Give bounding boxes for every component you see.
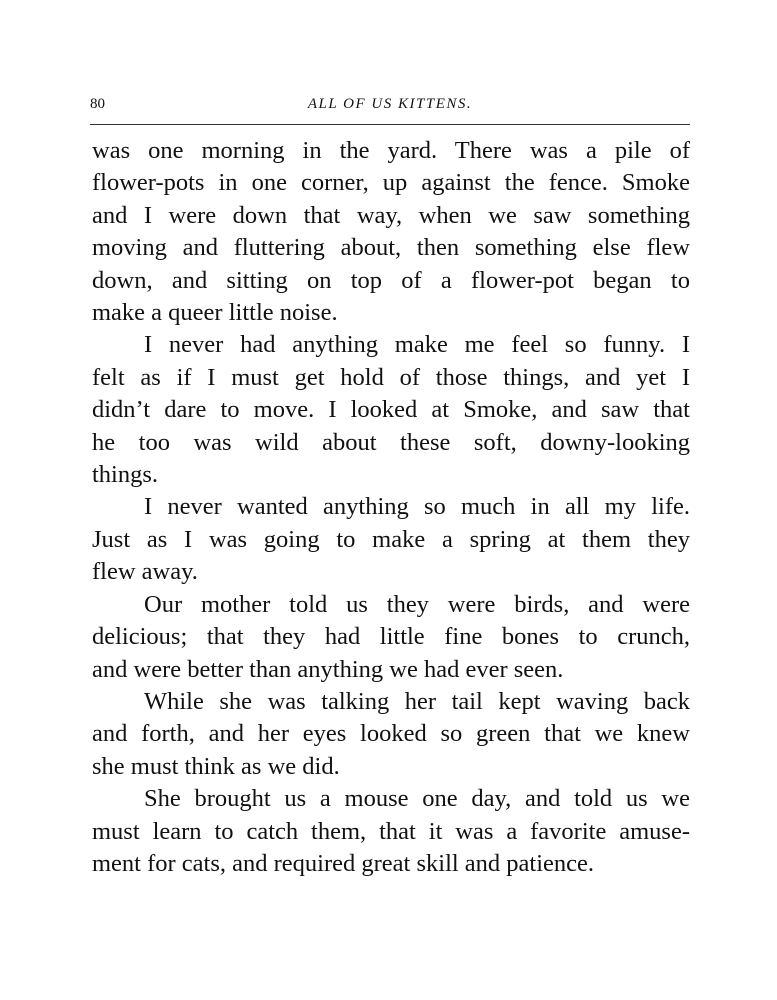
body-text xyxy=(92,135,690,880)
header-rule xyxy=(90,124,690,125)
text-line: moving and fluttering about, then something else flew xyxy=(92,234,690,262)
text-line: and I were down that way, when we saw something xyxy=(92,201,690,229)
text-line: things. xyxy=(92,461,159,489)
page-number: 80 xyxy=(90,96,105,112)
text-line: make a queer little noise. xyxy=(92,299,338,327)
text-line: must learn to catch them, that it was a favorite amuse- xyxy=(92,817,690,845)
text-line: Just as I was going to make a spring at them they xyxy=(92,525,690,553)
paragraph-p5 xyxy=(92,686,690,783)
running-head xyxy=(90,96,690,120)
text-line: She brought us a mouse one day, and told us we xyxy=(144,785,690,813)
text-line: delicious; that they had little fine bones to crunch, xyxy=(92,623,690,651)
text-line: flew away. xyxy=(92,558,198,586)
text-line: While she was talking her tail kept waving back xyxy=(144,687,690,715)
paragraph-p2 xyxy=(92,329,690,491)
paragraph-p1 xyxy=(92,135,690,329)
text-line: ment for cats, and required great skill and patience. xyxy=(92,849,595,877)
text-line: I never had anything make me feel so funny. I xyxy=(144,331,690,359)
running-title: ALL OF US KITTENS. xyxy=(307,96,473,112)
text-line: Our mother told us they were birds, and were xyxy=(144,590,690,618)
text-line: down, and sitting on top of a flower-pot began to xyxy=(92,266,690,294)
text-line: was one morning in the yard. There was a pile of xyxy=(92,137,690,164)
paragraph-p3 xyxy=(92,491,690,588)
text-line: and were better than anything we had ever seen. xyxy=(92,655,564,683)
text-line: felt as if I must get hold of those things, and yet I xyxy=(92,363,690,391)
paragraph-p6 xyxy=(92,783,690,880)
paragraph-p4 xyxy=(92,589,690,686)
text-line: he too was wild about these soft, downy-looking xyxy=(92,428,690,456)
text-line: flower-pots in one corner, up against the fence. Smoke xyxy=(92,169,690,197)
text-line: didn’t dare to move. I looked at Smoke, and saw that xyxy=(92,396,690,424)
text-line: she must think as we did. xyxy=(92,752,340,780)
text-line: and forth, and her eyes looked so green that we knew xyxy=(92,720,690,748)
text-line: I never wanted anything so much in all my life. xyxy=(144,493,690,521)
